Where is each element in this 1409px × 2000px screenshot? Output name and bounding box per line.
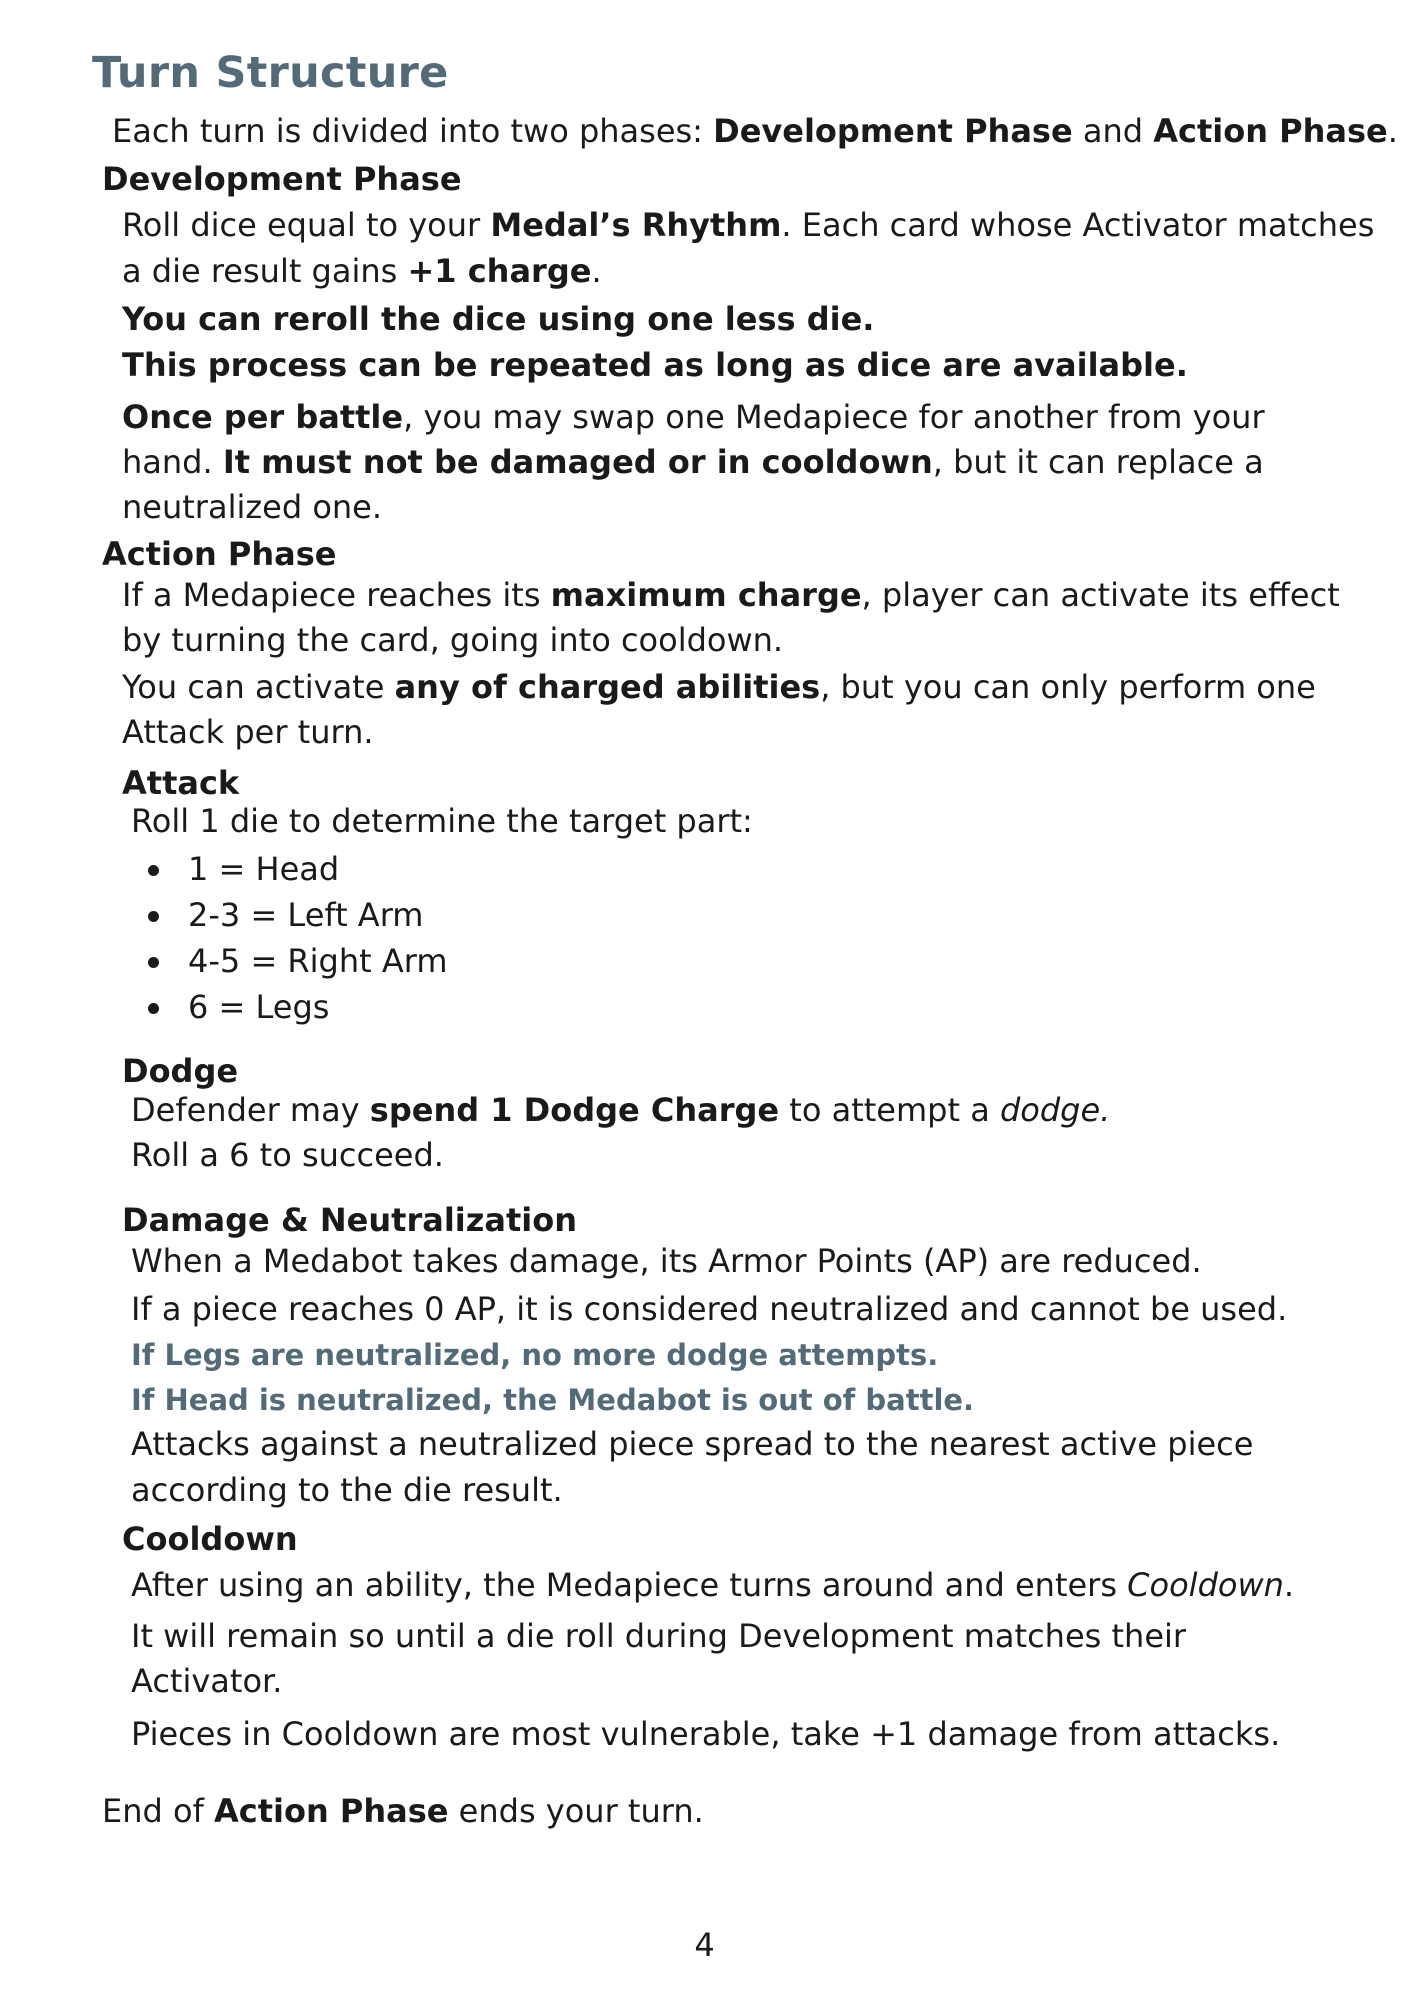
damage-line-4: according to the die result. <box>131 1471 563 1509</box>
text: . <box>1283 1566 1295 1604</box>
intro-action-term: Action Phase <box>1153 112 1388 150</box>
dodge-line-1 <box>131 1087 1110 1133</box>
damage-heading: Damage & Neutralization <box>122 1201 578 1239</box>
head-neutralized-note: If Head is neutralized, the Medabot is out of battle. <box>131 1383 975 1417</box>
legs-neutralized-note: If Legs are neutralized, no more dodge attempts. <box>131 1338 939 1372</box>
text: After using an ability, the Medapiece turns around and enters <box>131 1566 1128 1604</box>
dodge-term: dodge. <box>999 1091 1111 1129</box>
swap-line-3: neutralized one. <box>122 488 383 526</box>
intro-paragraph <box>112 108 1398 154</box>
development-heading: Development Phase <box>102 160 462 198</box>
list-item: 6 = Legs <box>140 984 448 1030</box>
cooldown-line-1 <box>131 1562 1294 1608</box>
cooldown-line-3: Activator. <box>131 1662 283 1700</box>
charged-abilities-term: any of charged abilities <box>394 668 821 706</box>
damage-line-1: When a Medabot takes damage, its Armor Points (AP) are reduced. <box>131 1242 1202 1280</box>
reroll-rule: You can reroll the dice using one less die. <box>122 300 875 338</box>
attack-heading: Attack <box>122 764 240 802</box>
cooldown-heading: Cooldown <box>122 1520 298 1558</box>
damage-line-3: Attacks against a neutralized piece spread to the nearest active piece <box>131 1425 1254 1463</box>
intro-development-term: Development Phase <box>713 112 1073 150</box>
development-paragraph-line-1 <box>122 202 1374 248</box>
action-paragraph-1-line-1 <box>122 572 1340 618</box>
end-of-turn-line <box>102 1788 704 1834</box>
list-item: 2-3 = Left Arm <box>140 892 448 938</box>
page-title: Turn Structure <box>92 48 449 98</box>
action-paragraph-1-line-2: by turning the card, going into cooldown. <box>122 621 784 659</box>
cooldown-line-4: Pieces in Cooldown are most vulnerable, take +1 damage from attacks. <box>131 1715 1281 1753</box>
dodge-line-2: Roll a 6 to succeed. <box>131 1136 444 1174</box>
dodge-heading: Dodge <box>122 1052 239 1090</box>
intro-text: . <box>1387 112 1398 150</box>
damage-line-2: If a piece reaches 0 AP, it is considered neutralized and cannot be used. <box>131 1290 1288 1328</box>
list-item: 1 = Head <box>140 846 448 892</box>
repeat-rule: This process can be repeated as long as dice are available. <box>122 346 1188 384</box>
text: End of <box>102 1792 214 1830</box>
text: ends your turn. <box>448 1792 704 1830</box>
action-paragraph-2-line-2: Attack per turn. <box>122 713 374 751</box>
development-paragraph-line-2 <box>122 248 602 294</box>
once-per-battle-term: Once per battle <box>122 398 404 436</box>
dodge-charge-term: spend 1 Dodge Charge <box>369 1091 780 1129</box>
swap-condition: It must not be damaged or in cooldown <box>222 443 933 481</box>
text: Defender may <box>131 1091 370 1129</box>
list-item: 4-5 = Right Arm <box>140 938 448 984</box>
swap-line-2 <box>122 439 1264 485</box>
cooldown-term: Cooldown <box>1127 1566 1284 1604</box>
medal-rhythm-term: Medal’s Rhythm <box>490 206 782 244</box>
text: . Each card whose Activator matches <box>781 206 1375 244</box>
page-number: 4 <box>694 1926 715 1964</box>
attack-text: Roll 1 die to determine the target part: <box>131 802 753 840</box>
action-heading: Action Phase <box>102 535 337 573</box>
text: . <box>591 252 602 290</box>
text: a die result gains <box>122 252 408 290</box>
text: Roll dice equal to your <box>122 206 491 244</box>
action-paragraph-2-line-1 <box>122 664 1316 710</box>
text: If a Medapiece reaches its <box>122 576 551 614</box>
text: hand. <box>122 443 223 481</box>
text: to attempt a <box>779 1091 1000 1129</box>
swap-line-1 <box>122 394 1265 440</box>
target-part-list <box>140 846 448 1030</box>
maximum-charge-term: maximum charge <box>550 576 862 614</box>
action-phase-term: Action Phase <box>214 1792 449 1830</box>
text: , but it can replace a <box>932 443 1264 481</box>
intro-text: and <box>1072 112 1154 150</box>
text: , you may swap one Medapiece for another from your <box>403 398 1265 436</box>
text: You can activate <box>122 668 395 706</box>
text: , but you can only perform one <box>820 668 1316 706</box>
cooldown-line-2: It will remain so until a die roll during Development matches their <box>131 1617 1187 1655</box>
charge-term: +1 charge <box>407 252 592 290</box>
intro-text: Each turn is divided into two phases: <box>112 112 714 150</box>
text: , player can activate its effect <box>861 576 1340 614</box>
